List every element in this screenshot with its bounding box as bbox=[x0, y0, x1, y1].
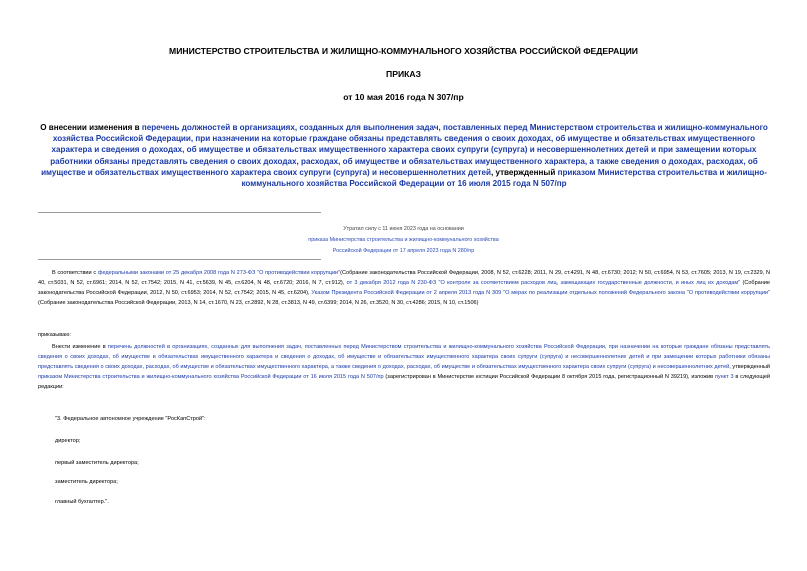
order-text: в следующей редакции: bbox=[38, 373, 771, 390]
doc-type: ПРИКАЗ bbox=[386, 69, 421, 79]
title-text: , утвержденный bbox=[491, 167, 558, 177]
order-paragraph bbox=[38, 343, 770, 393]
preamble-text: (Собрание законодательства Российской Федерации, 2013, N 14, ст.1670, N 23, ст.2892, N 28, ст.3813, N 49, ст.6399; 2014, N 26, ст.3520, N 30, ст.4286; 2015, N 10, ст.1506) bbox=[38, 299, 479, 306]
status-note-text: Утратил силу с 11 июня 2023 года на основании bbox=[343, 226, 464, 232]
order-word: приказываю: bbox=[38, 332, 71, 338]
title-link-order[interactable]: приказом Министерства строительства и жилищно-коммунального хозяйства Российской Федерации от 16 июля 2015 года N 507/пр bbox=[241, 167, 767, 189]
list-item: первый заместитель директора; bbox=[55, 460, 139, 466]
order-link-item3[interactable]: пункт 3 bbox=[714, 373, 734, 380]
preamble-text: (Собрание законодательства Российской Федерации, 2008, N 52, ст.6228; 2011, N 29, ст.4291, N 48, ст.6730; 2012; N 50, ст.6954, N 53, ст.7605; 2013, N 19, ст.2329, N 40, ст.5031, N 52, ст.6961; 2014, N 52, ст.7542; 2015, N 41, ст.5639, N 45, ст.6204, N 48, ст.6720; 2016, N 7, ст.912), bbox=[38, 270, 770, 286]
title-link-list[interactable]: перечень должностей в организациях, созданных для выполнения задач, поставленных перед Министерством строительства и жилищно-коммунального хозяйства Российской Федерации, при назначении на которые граждане обязаны представлять сведения о своих доходах, об имуществе и обязательствах имущественного характера и сведения о доходах, об имуществе и обязательствах имущественного характера своих супруги (супруга) и несовершеннолетних детей и при замещении которых работники обязаны представлять сведения о своих доходах, расходах, об имуществе и обязательствах имущественного характера, а также сведения о доходах, расходах, об имуществе и обязательствах имущественного характера своих супруги (супруга) и несовершеннолетних детей bbox=[41, 123, 768, 177]
divider bbox=[38, 212, 321, 213]
list-item: заместитель директора; bbox=[55, 479, 118, 485]
order-text: , утвержденный bbox=[729, 363, 770, 370]
ministry-heading: МИНИСТЕРСТВО СТРОИТЕЛЬСТВА И ЖИЛИЩНО-КОММУНАЛЬНОГО ХОЗЯЙСТВА РОССИЙСКОЙ ФЕДЕРАЦИИ bbox=[169, 46, 638, 56]
order-link-507[interactable]: приказом Министерства строительства и жилищно-коммунального хозяйства Российской Федерации от 16 июля 2015 года N 507/пр bbox=[38, 373, 384, 380]
order-link-list[interactable]: перечень должностей в организациях, созданных для выполнения задач, поставленных перед Министерством строительства и жилищно-коммунального хозяйства Российской Федерации, при назначении на которые граждане обязаны представлять сведения о своих доходах, об имуществе и обязательствах имущественного характера и сведения о доходах, об имуществе и обязательствах имущественного характера своих супруги (супруга) и несовершеннолетних детей и при замещении которых работники обязаны представлять сведения о своих доходах, расходах, об имуществе и обязательствах имущественного характера, а также сведения о доходах, расходах, об имуществе и обязательствах имущественного характера своих супруги (супруга) и несовершеннолетних детей bbox=[38, 344, 770, 370]
status-note-link[interactable]: Российской Федерации от 17 апреля 2023 года N 280/пр bbox=[332, 247, 475, 254]
law-link-273[interactable]: федеральными законами от 25 декабря 2008 года N 273-ФЗ "О противодействии коррупции" bbox=[97, 270, 341, 276]
order-text: Внести изменение в bbox=[52, 344, 108, 350]
list-item: главный бухгалтер.". bbox=[55, 499, 109, 505]
preamble-paragraph bbox=[38, 269, 770, 309]
list-item: "3. Федеральное автономное учреждение "РосКапСтрой": bbox=[55, 416, 206, 422]
status-note-link[interactable]: приказа Министерства строительства и жилищно-коммунального хозяйства bbox=[308, 236, 499, 243]
status-note bbox=[200, 224, 607, 256]
decree-link-309[interactable]: Указом Президента Российской Федерации от 2 апреля 2013 года N 309 "О мерах по реализации отдельных положений Федерального закона "О противодействии коррупции" bbox=[311, 289, 770, 296]
preamble-text: В соответствии с bbox=[52, 270, 98, 276]
law-link-230[interactable]: от 3 декабря 2012 года N 230-ФЗ "О контроле за соответствием расходов лиц, замещающих государственные должности, и иных лиц их доходам" bbox=[346, 279, 741, 286]
title-text: О внесении изменения в bbox=[40, 123, 142, 132]
document-title bbox=[34, 122, 774, 189]
divider bbox=[38, 259, 321, 260]
doc-date: от 10 мая 2016 года N 307/пр bbox=[343, 92, 464, 102]
order-text: (зарегистрирован в Министерстве юстиции Российской Федерации 8 октября 2015 года, регистрационный N 39219), изложив bbox=[383, 373, 715, 380]
list-item: директор; bbox=[55, 438, 81, 444]
preamble-text: (Собрание законодательства Российской Федерации, 2012, N 50, ст.6953; 2014, N 52, ст.7542; 2015, N 45, ст.6204), bbox=[38, 279, 770, 296]
